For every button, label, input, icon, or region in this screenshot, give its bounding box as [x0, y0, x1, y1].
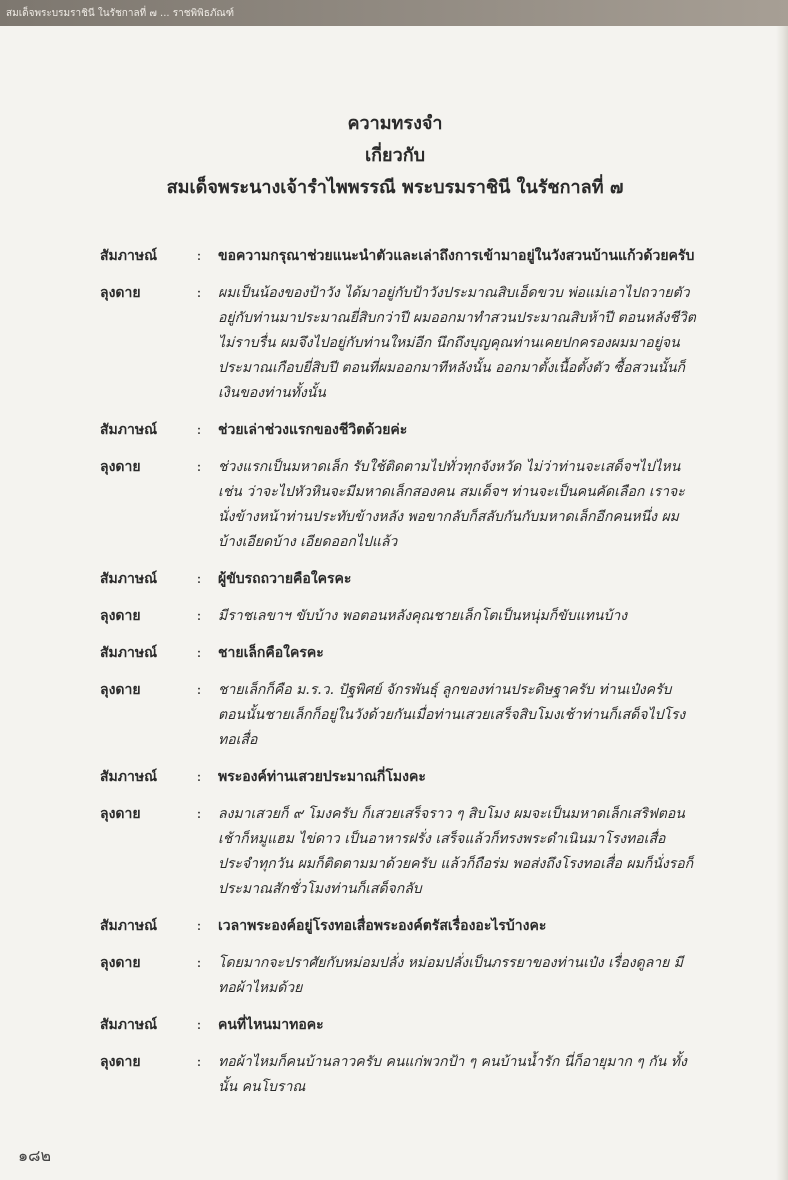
interview-question: คนที่ไหนมาทอคะ [218, 1017, 324, 1033]
speaker-label: สัมภาษณ์ [100, 918, 158, 934]
interview-question: เวลาพระองค์อยู่โรงทอเสื่อพระองค์ตรัสเรื่องอะไรบ้างคะ [218, 918, 547, 934]
speaker-label: สัมภาษณ์ [100, 571, 158, 587]
interview-answer: โดยมากจะปราศัยกับหม่อมปลั่ง หม่อมปลั่งเป็นภรรยาของท่านเป๋ง เรื่องดูลาย มีทอผ้าไหมด้วย [218, 955, 684, 996]
interview-entry [100, 1050, 700, 1100]
speaker-colon: : [196, 955, 202, 971]
interview-entry [100, 567, 700, 592]
speaker-colon: : [196, 285, 202, 301]
interview-question: พระองค์ท่านเสวยประมาณกี่โมงคะ [218, 769, 426, 785]
interview-answer: ลงมาเสวยก็ ๙ โมงครับ ก็เสวยเสร็จราว ๆ สิบโมง ผมจะเป็นมหาดเล็กเสริฟตอนเช้าก็หมูแฮม ไข่ดาว เป็นอาหารฝรั่ง เสร็จแล้วก็ทรงพระดำเนินมาโรงทอเสื่อประจำทุกวัน ผมก็ติดตามมาด้วยครับ แล้วก็ถือร่ม พอส่งถึงโรงทอเสื่อ ผมก็นั่งรอก็ประมาณสักชั่วโมงท่านก็เสด็จกลับ [218, 806, 694, 897]
speaker-label: ลุงดาย [100, 806, 141, 822]
interview-entry [100, 418, 700, 443]
speaker-colon: : [196, 645, 202, 661]
speaker-label: สัมภาษณ์ [100, 422, 158, 438]
speaker-colon: : [196, 682, 202, 698]
interview-question: ผู้ขับรถถวายคือใครคะ [218, 571, 352, 587]
speaker-colon: : [196, 608, 202, 624]
speaker-label: สัมภาษณ์ [100, 645, 158, 661]
speaker-colon: : [196, 571, 202, 587]
page-title [100, 108, 690, 204]
interview-answer: ทอผ้าไหมก็คนบ้านลาวครับ คนแก่พวกป้า ๆ คนบ้านน้ำรัก นี่ก็อายุมาก ๆ กัน ทั้งนั้น คนโบราณ [218, 1054, 687, 1095]
interview-transcript [100, 244, 700, 1112]
running-header-band [0, 0, 788, 26]
interview-entry [100, 281, 700, 406]
interview-answer: ชายเล็กก็คือ ม.ร.ว. ปัฐพิศย์ จักรพันธุ์ ลูกของท่านประดิษฐาครับ ท่านเป๋งครับ ตอนนั้นชายเล็กก็อยู่ในวังด้วยกันเมื่อท่านเสวยเสร็จสิบโมงเช้าท่านก็เสด็จไปโรงทอเสื่อ [218, 682, 686, 748]
speaker-label: ลุงดาย [100, 955, 141, 971]
running-header-title: สมเด็จพระบรมราชินี ในรัชกาลที่ ๗ ... ราชพิพิธภัณฑ์ [6, 8, 234, 19]
page-edge-shadow [776, 26, 788, 1180]
speaker-label: ลุงดาย [100, 1054, 141, 1070]
interview-answer: มีราชเลขาฯ ขับบ้าง พอตอนหลังคุณชายเล็กโตเป็นหนุ่มก็ขับแทนบ้าง [218, 608, 628, 624]
title-line-1: ความทรงจำ [347, 113, 443, 134]
interview-entry [100, 604, 700, 629]
interview-question: ขอความกรุณาช่วยแนะนำตัวและเล่าถึงการเข้ามาอยู่ในวังสวนบ้านแก้วด้วยครับ [218, 248, 695, 264]
interview-question: ช่วยเล่าช่วงแรกของชีวิตด้วยค่ะ [218, 422, 408, 438]
interview-entry [100, 1013, 700, 1038]
speaker-label: ลุงดาย [100, 459, 141, 475]
speaker-colon: : [196, 769, 202, 785]
interview-entry [100, 951, 700, 1001]
speaker-label: ลุงดาย [100, 608, 141, 624]
interview-entry [100, 914, 700, 939]
interview-entry [100, 678, 700, 753]
speaker-colon: : [196, 806, 202, 822]
speaker-colon: : [196, 1054, 202, 1070]
speaker-colon: : [196, 248, 202, 264]
speaker-colon: : [196, 1017, 202, 1033]
speaker-colon: : [196, 459, 202, 475]
interview-answer: ช่วงแรกเป็นมหาดเล็ก รับใช้ติดตามไปทั่วทุกจังหวัด ไม่ว่าท่านจะเสด็จฯไปไหน เช่น ว่าจะไปหัวหินจะมีมหาดเล็กสองคน สมเด็จฯ ท่านจะเป็นคนคัดเลือก เราจะนั่งข้างหน้าท่านประทับข้างหลัง พอขากลับก็สลับกันกับมหาดเล็กอีกคนหนึ่ง ผมบ้างเอียดบ้าง เอียดออกไปแล้ว [218, 459, 685, 550]
interview-entry [100, 244, 700, 269]
interview-question: ชายเล็กคือใครคะ [218, 645, 324, 661]
speaker-label: สัมภาษณ์ [100, 248, 158, 264]
speaker-label: สัมภาษณ์ [100, 769, 158, 785]
interview-entry [100, 802, 700, 902]
speaker-label: สัมภาษณ์ [100, 1017, 158, 1033]
interview-answer: ผมเป็นน้องของป้าวัง ได้มาอยู่กับป้าวังประมาณสิบเอ็ดขวบ พ่อแม่เอาไปถวายตัวอยู่กับท่านมาประมาณยี่สิบกว่าปี ผมออกมาทำสวนประมาณสิบห้าปี ตอนหลังชีวิตไม่ราบรื่น ผมจึงไปอยู่กับท่านใหม่อีก นึกถึงบุญคุณท่านเคยปกครองผมมาอยู่จนประมาณเกือบยี่สิบปี ตอนที่ผมออกมาทีหลังนั้น ออกมาตั้งเนื้อตั้งตัว ซื้อสวนนั้นก็เงินของท่านทั้งนั้น [218, 285, 696, 401]
title-line-3: สมเด็จพระนางเจ้ารำไพพรรณี พระบรมราชินี ในรัชกาลที่ ๗ [166, 177, 624, 198]
interview-entry [100, 765, 700, 790]
interview-entry [100, 641, 700, 666]
title-line-2: เกี่ยวกับ [364, 145, 426, 166]
speaker-label: ลุงดาย [100, 682, 141, 698]
speaker-colon: : [196, 422, 202, 438]
interview-entry [100, 455, 700, 555]
speaker-colon: : [196, 918, 202, 934]
page-number: ๑๘๒ [18, 1146, 52, 1165]
speaker-label: ลุงดาย [100, 285, 141, 301]
